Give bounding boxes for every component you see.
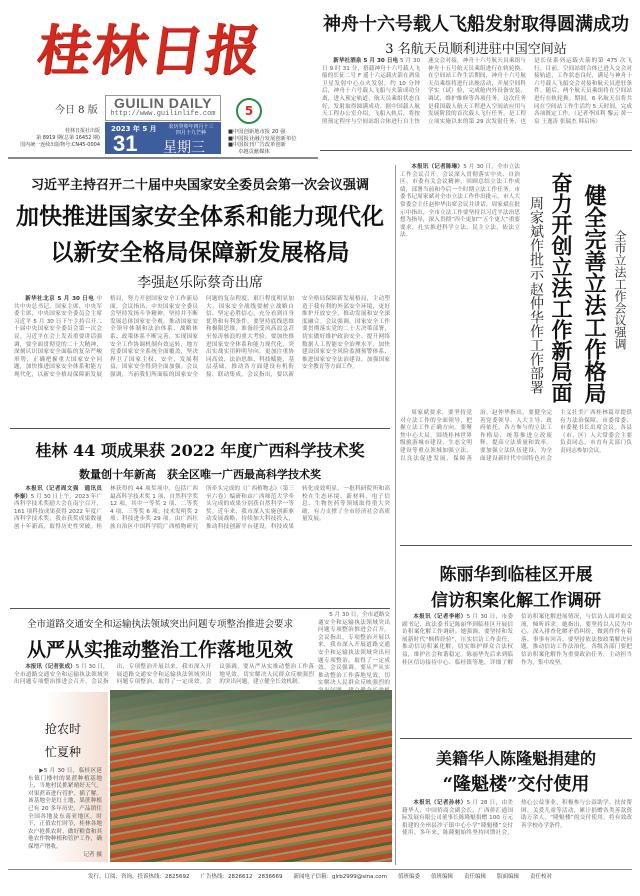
traffic-body: [14, 664, 314, 688]
science-award-body: [14, 486, 390, 604]
serial-number: 国内统一连续出版物号:CN45-0004: [20, 142, 100, 148]
photo-title-line: 忙夏种: [44, 745, 81, 759]
legislation-sub-line: 周家斌作批示: [528, 196, 544, 280]
legislation-title-line[interactable]: 健全完善立法工作格局: [581, 184, 606, 404]
science-award-title[interactable]: 桂林 44 项成果获 2022 年度广西科学技术奖: [35, 441, 365, 460]
chen-longkui-body: [402, 800, 632, 862]
lead-body: [14, 296, 390, 422]
english-name-box: [105, 95, 221, 121]
emblem-icon: 5: [236, 98, 262, 124]
issue-number: 第 8919 期(总第 16452 期): [36, 135, 100, 141]
dateline: 本报讯（记者张成）: [25, 664, 76, 670]
english-name: GUILIN DAILY: [113, 95, 213, 111]
credit: （记者李国利 黎云 黄一宸 王逸涛 张瑞杰 韩启扬）: [534, 111, 632, 125]
footer-info: 发行、订阅、咨询、投诉热线：2825692 广告热线：2826612 2836669 新闻电子信箱：glrb2999@sina.com 值班编委 值班编辑 责任编辑 版面编辑 责任校对: [87, 874, 552, 880]
article-text: 5 月 30 日，全市立法工作会议召开。会议深入贯彻落实中央、自治区、市委有关会议精神，回顾总结立法工作成绩，部署当前和今后一个时期立法工作任务。市委书记周家斌对全市立法工作作出批示，市人大常委会主任赵仲华出席会议并讲话。周家斌在批示中指出，全市立法工作要坚持以习近平法治思想为指导，深入贯彻“四个更加”“五个更大”重要要求，扎实推进科学立法、民主立法、依法立法。: [400, 164, 520, 239]
lead-title-line[interactable]: 加快推进国家安全体系和能力现代化: [16, 204, 384, 230]
dateline: 本报讯（记者周文强 通讯员李秦）: [14, 486, 102, 500]
honors: [228, 129, 297, 155]
top-story-body: [322, 58, 632, 142]
legislation-title-line[interactable]: 奋力开创立法工作新局面: [549, 172, 573, 403]
photo-credit: 记者 摄: [83, 851, 102, 858]
legislation-body-top: [400, 164, 520, 396]
chen-lihua-body: [402, 614, 632, 734]
legislation-kicker: 全市立法工作会议强调: [613, 230, 627, 350]
lead-title-line[interactable]: 以新安全格局保障新发展格局: [50, 240, 350, 266]
dateline: 新华社北京 5 月 30 日电: [25, 296, 95, 302]
lead-subtitle: 李强赵乐际蔡奇出席: [137, 275, 263, 291]
chen-lihua-title-line[interactable]: 信访积案化解工作调研: [431, 591, 601, 611]
website-url[interactable]: http://www.guilinlife.com: [110, 110, 216, 118]
date-box: [105, 122, 221, 154]
photo-caption: [28, 768, 102, 863]
article-text: 5 月 28 日，由美籍华人、中国侨商会副会长、广西侨汇通国际发展有限公司董事长陈隆魁捐赠 100 万元捐建的全州县沙子镇中心小学“隆魁楼”交付使用。多年来，陈隆魁始终坚持回馈社会，热心公益事业，积极参与公益助学、扶贫帮困、关爱儿童等活动，累计捐赠各类善款资助万余人。“隆魁楼”的交付使用，将有效改善学校办学条件。: [402, 800, 632, 837]
dateline: 本报讯（记者孙林）: [413, 800, 467, 806]
legislation-body-bottom: [400, 410, 632, 540]
chen-lihua-title-line[interactable]: 陈丽华到临桂区开展: [439, 565, 593, 585]
lunar-line: 农历癸卯年四月十三: [168, 124, 214, 130]
dateline: 新华社酒泉 5 月 30 日电: [333, 58, 399, 64]
farm-photo[interactable]: [110, 690, 392, 862]
newspaper-logo: 桂林日报: [33, 18, 267, 82]
dateline: 本报讯（记者陈琳）: [411, 164, 464, 170]
divider: [320, 150, 632, 151]
photo-title-line: 抢农时: [44, 722, 81, 736]
photo-caption-box: [18, 692, 108, 862]
traffic-body-continued: [318, 612, 390, 688]
divider: [400, 738, 632, 739]
weekday: 星期三: [163, 140, 205, 156]
honor: 卓越贡献媒体: [238, 148, 270, 155]
top-story-subtitle: 3 名航天员顺利进驻中国空间站: [385, 42, 567, 57]
lead-kicker: 习近平主持召开二十届中央国家安全委员会第一次会议强调: [30, 178, 369, 193]
lunar-line: 四月十九芒种: [175, 130, 206, 136]
article-text: 5 月 30 日 9 时 31 分，搭载神舟十六号载人飞船的长征二号 F 遥十六运载火箭在酒泉卫星发射中心点火发射，约 10 分钟后，神舟十六号载人飞船与火箭成功分离，进入预定轨道，航天员乘组状态良好，发射取得圆满成功。据中国载人航天工程办公室介绍，飞船入轨后，将按照预定程序与空间站组合体进行自主快速交会对接，神舟十六号航天员乘组与神舟十五号航天员乘组进行在轨轮换。在空间站工作生活期间，神舟十六号航天员乘组将进行出舱活动，开展空间科学实（试）验，完成舱内外设备安装、调试、维护维修等各项任务。这次任务是我国载人航天工程进入空间站应用与发展阶段的首次载人飞行任务，是工程立项实施以来的第 29 次发射任务，也是长征系列运载火箭的第 475 次飞行。目前，空间站组合体已进入交会对接轨道，工作状态良好，满足与神舟十六号载人飞船交会对接和航天员进驻条件。随后，两个航天员乘组将在空间站进行在轨轮换。期间，6 名航天员将共同在空间站工作生活约 5 天时间，完成各项既定工作。: [322, 58, 632, 125]
traffic-kicker: 全市道路交通安全和运输执法领域突出问题专项整治推进会要求: [26, 619, 293, 630]
lunar-date: [165, 124, 217, 136]
divider: [10, 428, 390, 429]
caption-text: ▶5 月 30 日，临桂区延东镇门楼村的果蔗种植基地上，当地村民抓紧晴好天气，对果蔗苗进行管护、插了解。该基地全是红土地，果蔗种植已有 20 多年历史，产品销往全国各地及东南亚地区。时下，正值农忙时节，桂林各地农户抢抓农时，做好粮食和其他农作物种植和管护工作，确保增产增收。: [28, 768, 102, 850]
publisher-info: [8, 128, 100, 149]
legislation-sub-line: 赵仲华作工作部署: [528, 282, 544, 394]
publisher: 桂林日报社出版: [64, 128, 100, 134]
chen-longkui-title-line[interactable]: “隆魁楼”交付使用: [442, 774, 590, 795]
article-text: 周家斌要求，要坚持党对立法工作的全面领导，把握立法工作正确方向。要聚焦中心大局，围绕桂林世界级旅游城市建设、生态文明建设等重点领域加强立法，以良法促进发展、保障善治。赵仲华指出，要健全完善党委领导、人大主导、政府依托、各方参与的立法工作格局，统筹推进立改废释，提高立法质量和效率。要加强立法队伍建设，为全面建设新时代中国特色社会主义壮美广西桂林篇章提供有力法治保障。市委常委、市委秘书长出席会议。各县（市、区）人大常委会主要负责同志，市直有关部门负责同志参加会议。: [400, 410, 632, 462]
chen-longkui-title-line[interactable]: 美籍华人陈隆魁捐建的: [435, 749, 596, 768]
honor: ■中国报业融合发展创新单位: [228, 135, 297, 142]
dateline: 本报讯（记者李彬）: [413, 614, 467, 620]
article-text: 5 月 30 日，全市道路交通安全和运输执法领域突出问题专项整治推进会召开。会议指出，专项整治开展以来，我市深入开展道路交通安全和运输执法领域突出问题专项整治，取得了一定成效。会议强调，要从严从实推动整治工作落地见效，切实解决人民群众反映强烈的突出问题，建立健全长效机制。: [14, 664, 314, 686]
column-divider: [395, 165, 396, 865]
year-month: 2023 年 5 月: [111, 125, 157, 133]
honor: ■中国报刊广告改革创新: [228, 142, 286, 148]
science-award-subtitle: 数量创十年新高 获全区唯一广西最高科学技术奖: [79, 468, 321, 481]
honor: ■中国创新地市报 20 强: [228, 129, 286, 135]
today-pages: 今日 8 版: [55, 105, 98, 116]
top-story-title[interactable]: 神舟十六号载人飞船发射取得圆满成功: [323, 14, 629, 35]
traffic-title[interactable]: 从严从实推动整治工作落地见效: [26, 639, 293, 661]
footer-divider: [8, 869, 632, 870]
article-text: 5 月 30 日上午，2023 年广西科学技术奖励大会在南宁召开，161 项科技成果获得 2022 年度广西科学技术奖，我市获奖成果数量创十年新高，取得历史性突破。桂林获得的 44 项奖项中，包括广西最高科学技术奖 1 项，自然科学奖 12 项，其中一等奖 2 项、二等奖 4 项、三等奖 6 项；技术发明奖 2 项；科技进步奖 29 项。由广西壮族自治区中国科学院广西植物研究所牵头完成的《广西植物志》（第三至六卷）编研和由广西师范大学牵头完成的成果分别获自然科学一等奖。近年来，我市深入实施创新驱动发展战略，持续加大科技投入，推动科技创新平台建设，科技成果转化成效明显。一批科研院所和高校在生态环境、新材料、电子信息、生物医药等领域取得重大突破，有力支撑了全市经济社会高质量发展。: [14, 486, 390, 530]
article-text: 5 月 30 日，市委副书记、政法委书记陈丽华到临桂区开展信访积案化解工作调研。她强调，要坚持和发展新时代“枫桥经验”，压实信访工作责任，推动信访积案化解，切实维护群众合法权益，维护社会和谐稳定。陈丽华先后来到临桂区信访接待中心、临桂镇等地，详细了解信访积案化解进展情况，与信访人面对面交流，倾听诉求。她指出，要坚持以人民为中心，深入排查化解矛盾纠纷，做到件件有着落、事事有回音。要坚持依法按政策解决问题，推动信访工作法治化。各级各部门要把信访积案化解作为重要政治任务，主动担当作为，集中攻坚。: [402, 614, 632, 666]
divider: [8, 157, 318, 159]
divider: [400, 545, 632, 546]
article-text: 中共中央总书记、国家主席、中央军委主席、中央国家安全委员会主席习近平 5 月 30 日下午主持召开二十届中央国家安全委员会第一次会议。习近平在会上发表重要讲话强调，要全面贯彻党的二十大精神，深刻认识国家安全面临的复杂严峻形势，正确把握重大国家安全问题，加快推进国家安全体系和能力现代化，以新安全格局保障新发展格局，努力开创国家安全工作新局面。会议指出，中央国家安全委员会坚持发扬斗争精神，坚持并不断发展总体国家安全观，推动国家安全领导体制和法治体系、战略体系、政策体系不断完善，实现国家安全工作协调机制有效运转，地方党委国家安全系统全面覆盖，坚决捍卫了国家主权、安全、发展利益，国家安全得到全面加强。会议强调，当前我们所面临的国家安全问题的复杂程度、艰巨程度明显加大。国家安全战线要树立战略自信、坚定必胜信心，充分看到自身优势和有利条件。要坚持底线思维和极限思维，准备经受风高浪急甚至惊涛骇浪的重大考验。要加快推进国家安全体系和能力现代化，突出实战实用鲜明导向，更加注重协同高效、法治思维、科技赋能、基层基础，推动各方面建设有机衔接、联动集成。会议指出，要以新安全格局保障新发展格局，主动塑造于我有利的外部安全环境，更好维护开放安全，推动发展和安全深度融合。会议强调，国家安全工作要贯彻落实党的二十大决策部署，切实做好维护政治安全、提升网络数据人工智能安全治理水平、加快建设国家安全风险监测预警体系、推进国家安全法治建设、加强国家安全教育等方面工作。: [14, 296, 390, 378]
divider: [10, 608, 390, 609]
day: 31: [113, 131, 138, 156]
article-text: 5 月 30 日，全市道路交通安全和运输执法领域突出问题专项整治推进会召开。会议指出，专项整治开展以来，我市深入开展道路交通安全和运输执法领域突出问题专项整治，取得了一定成效。会议强调，要从严从实推动整治工作落地见效，切实解决人民群众反映强烈的: [318, 612, 390, 687]
